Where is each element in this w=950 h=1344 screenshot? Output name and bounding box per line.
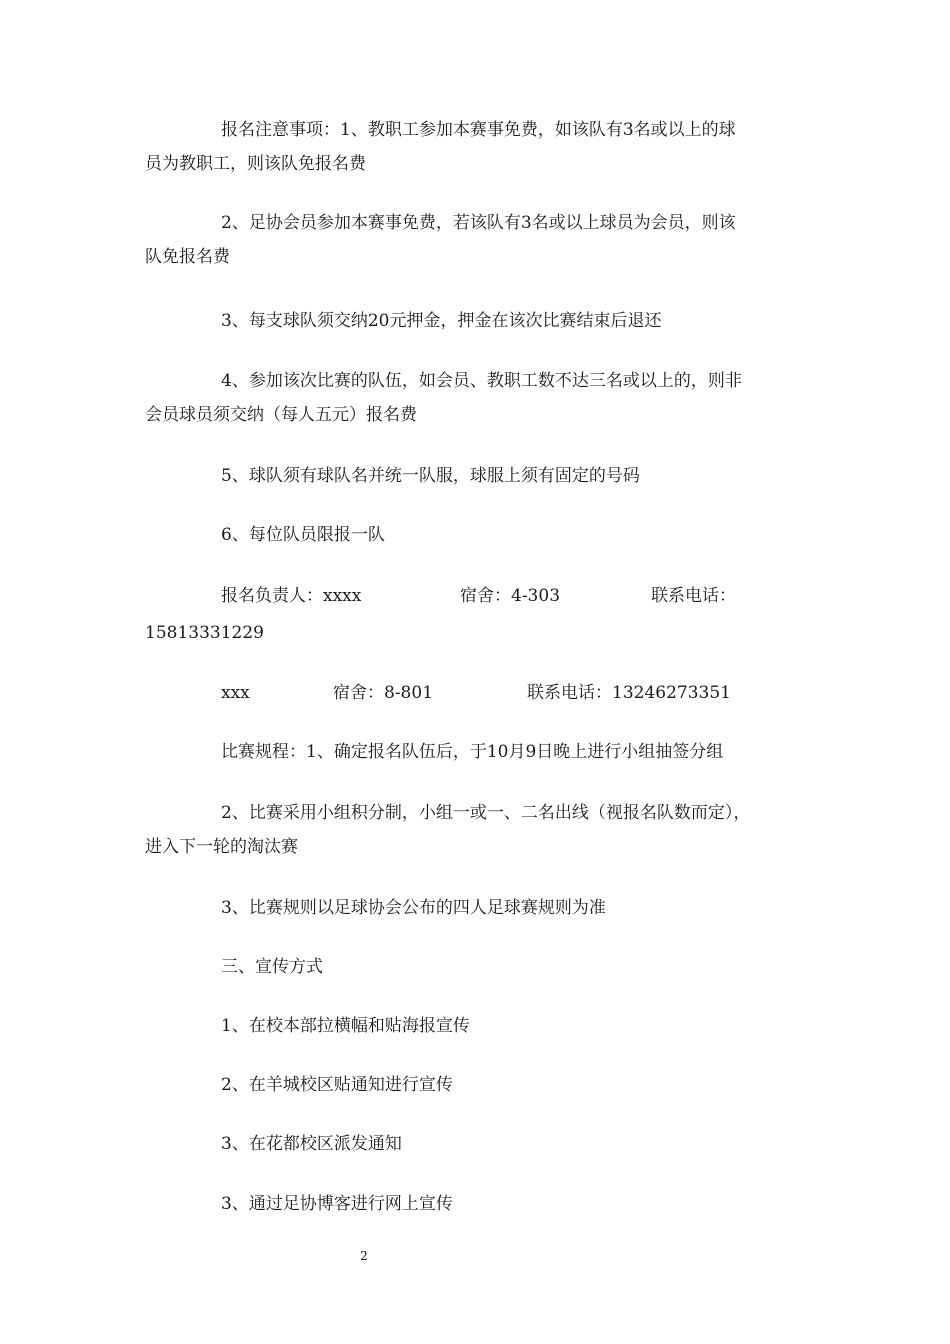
publicity-item-2	[145, 1068, 825, 1102]
registration-note-1	[145, 113, 825, 181]
competition-rule-3-text: 3、比赛规则以足球协会公布的四人足球赛规则为准	[221, 898, 606, 918]
publicity-item-3	[145, 1127, 825, 1161]
publicity-heading	[145, 950, 825, 984]
publicity-item-3-text: 3、在花都校区派发通知	[221, 1134, 402, 1154]
competition-rule-1-text: 比赛规程：1、确定报名队伍后，于10月9日晚上进行小组抽签分组	[221, 742, 724, 762]
registration-note-1-line-2: 员为教职工，则该队免报名费	[145, 154, 366, 174]
registration-note-2	[145, 206, 825, 274]
registration-note-6-text: 6、每位队员限报一队	[221, 525, 385, 545]
page-number: 2	[360, 1249, 368, 1263]
publicity-heading-text: 三、宣传方式	[221, 957, 323, 977]
competition-rule-3	[145, 891, 825, 925]
competition-rule-2	[145, 796, 825, 864]
contact-first-dorm: 宿舍：4-303	[460, 586, 561, 606]
registration-note-4-line-2: 会员球员须交纳（每人五元）报名费	[145, 405, 417, 425]
competition-rule-2-line-1: 2、比赛采用小组积分制，小组一或一、二名出线（视报名队数而定），	[221, 803, 751, 823]
registration-note-3-text: 3、每支球队须交纳20元押金，押金在该次比赛结束后退还	[221, 311, 662, 331]
registration-note-5	[145, 459, 825, 493]
competition-rule-1	[145, 735, 825, 769]
publicity-item-4-text: 3、通过足协博客进行网上宣传	[221, 1194, 453, 1214]
publicity-item-1	[145, 1009, 825, 1043]
contact-second-name: xxx	[221, 683, 250, 703]
contact-second-phone: 联系电话：13246273351	[527, 683, 731, 703]
competition-rule-2-line-2: 进入下一轮的淘汰赛	[145, 837, 298, 857]
registration-note-4-line-1: 4、参加该次比赛的队伍，如会员、教职工数不达三名或以上的，则非	[221, 371, 742, 391]
publicity-item-2-text: 2、在羊城校区贴通知进行宣传	[221, 1075, 453, 1095]
contact-first-name: 报名负责人：xxxx	[221, 586, 362, 606]
registration-note-4	[145, 364, 825, 432]
registration-note-1-line-1: 报名注意事项：1、教职工参加本赛事免费，如该队有3名或以上的球	[221, 120, 736, 140]
registration-note-3	[145, 304, 825, 338]
publicity-item-1-text: 1、在校本部拉横幅和贴海报宣传	[221, 1016, 470, 1036]
contact-second-dorm: 宿舍：8-801	[333, 683, 434, 703]
registration-note-6	[145, 518, 825, 552]
registration-note-2-line-1: 2、足协会员参加本赛事免费，若该队有3名或以上球员为会员，则该	[221, 213, 736, 233]
publicity-item-4	[145, 1187, 825, 1221]
registration-note-5-text: 5、球队须有球队名并统一队服，球服上须有固定的号码	[221, 466, 640, 486]
registration-note-2-line-2: 队免报名费	[145, 247, 230, 267]
contact-first-phone-label: 联系电话：	[651, 586, 736, 606]
contact-first-phone: 15813331229	[145, 623, 264, 643]
